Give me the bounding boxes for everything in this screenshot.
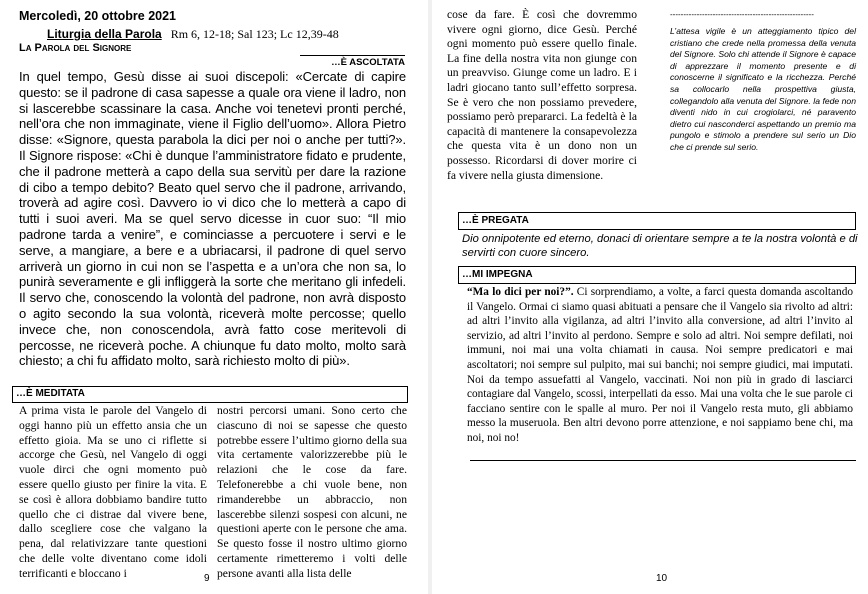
impegna-label: …MI IMPEGNA (462, 269, 533, 280)
reflection-quote: L’attesa vigile è un atteggiamento tipico del cristiano che crede nella promessa della venuta del Signore. Solo chi attende il Signore è capace di apprezzare il momento presente e di conoscerne il significato e la ricchezza. Perché sa collocarlo nella prospettiva giusta, collegandolo alla venuta del Signore. la fede non diventi nido in cui crogiolarci, né paravento dietro cui nasconderci aspettando un premio ma pungolo e stimolo a prendere sul serio un Dio che ci prende sul serio. (670, 26, 856, 152)
meditation-column-2: nostri percorsi umani. Sono certo che ciascuno di noi se sapesse che questo potrebbe essere l’ultimo giorno della sua vita certamente valorizzerebbe più le relazioni che le cose da fare. Telefonerebbe a chi vuole bene, non rimanderebbe un abbraccio, non lascerebbe silenzi sospesi con alcuni, ne questioni aperte con le persone che ama. Se questo fosse il nostro ultimo giorno certamente rimetteremo i volti delle persone avanti alla lista delle (217, 404, 407, 580)
commitment-body: Ci sorprendiamo, a volte, a farci questa domanda ascoltando il Vangelo. Ormai ci siamo quasi abituati a pensare che il Vangelo sia rivolto ad altri: ad altri l’invito alla vigilanza, ad altri l’invito alla conversione, ad altri l’invito al servizio, ad altri l’invito al perdono. Sempre e solo ad altri. Noi sempre defilati, noi immuni, noi mai una volta chiamati in causa. Noi sempre predicatori e mai ascoltatori; noi sempre sul pulpito, mai sui banchi; noi sempre giudici, mai imputati. Noi da tempo assuefatti al Vangelo, vaccinati. Noi non più in grado di lasciarci contagiare dal Vangelo, scossi, interpellati da esso. Mai una volta che le sue parole ci facciano sentire con le spalle al muro. Per noi il Vangelo resta muto, gli abbiamo messo la museruola. Ben altri devono porre attenzione, e noi sappiamo bene chi, ma noi, noi no! (467, 286, 853, 444)
commitment-question: “Ma lo dici per noi?”. (467, 286, 574, 298)
readings-refs: Rm 6, 12-18; Sal 123; Lc 12,39-48 (170, 27, 339, 41)
impegna-box (458, 266, 856, 284)
dashed-separator: ------------------------------------------------------ (670, 10, 814, 19)
meditation-column-1: A prima vista le parole del Vangelo di oggi hanno più un effetto ansia che un effetto gioia. Ma se uno ci riflette si accorge che Gesù, nel Vangelo di oggi vuole dirci che ogni momento può essere quello giusto per finire la vita. E se così è allora dobbiamo bandire tutto quello che ci distrae dal vivere bene, dallo scegliere cose che valgano la pena, dal relativizzare tante questioni che delle volte diventano come idoli terrificanti e bloccano i (19, 404, 207, 580)
meditation-continuation: cose da fare. È così che dovremmo vivere ogni giorno, dice Gesù. Perché ogni momento può essere quello finale. La fine della nostra vita non giunge con un preavviso. Giunge come un ladro. E i ladri giocano tanto sull’effetto sorpresa. Se è vero che non possiamo prevedere, possiamo però prepararci. La fedeltà è la capacità di mantenere la consapevolezza che questa vita è un dono non un possesso. Ricordarsi di dover morire ci fa vivere nella giusta dimensione. (447, 8, 637, 182)
bottom-rule (470, 460, 856, 461)
page-10 (432, 0, 868, 594)
prayer-text: Dio onnipotente ed eterno, donaci di orientare sempre a te la nostra volontà e di servirti con cuore sincero. (462, 233, 858, 260)
ascoltata-label: …È ASCOLTATA (300, 55, 405, 68)
commitment-text (467, 285, 853, 446)
meditata-box (12, 386, 408, 403)
liturgy-title: Liturgia della Parola (47, 27, 162, 41)
page-number-9: 9 (204, 573, 210, 584)
pregata-label: …È PREGATA (462, 215, 529, 226)
date-heading: Mercoledì, 20 ottobre 2021 (19, 9, 177, 23)
liturgy-header (47, 27, 339, 42)
page-number-10: 10 (656, 573, 668, 584)
pregata-box (458, 212, 856, 230)
page-9 (0, 0, 428, 594)
section-title: La Parola del Signore (19, 42, 132, 54)
meditata-label: …È MEDITATA (16, 388, 85, 399)
gospel-text: In quel tempo, Gesù disse ai suoi discepoli: «Cercate di capire questo: se il padrone di casa sapesse a quale ora viene il ladro, non si lascerebbe scassinare la casa. Anche voi tenetevi pronti perché, nell’ora che non immaginate, viene il Figlio dell’uomo». Allora Pietro disse: «Signore, questa parabola la dici per noi o anche per tutti?». Il Signore rispose: «Chi è dunque l’amministratore fidato e prudente, che il padrone metterà a capo della sua servitù per dare la razione di cibo a tempo debito? Beato quel servo che il padrone, arrivando, troverà ad agire così. Davvero io vi dico che lo metterà a capo di tutti i suoi averi. Ma se quel servo dicesse in cuor suo: “Il mio padrone tarda a venire”, e cominciasse a percuotere i servi e le serve, a mangiare, a bere e a ubriacarsi, il padrone di quel servo arriverà un giorno in cui non se l’aspetta e a un’ora che non sa, lo punirà severamente e gli infliggerà la sorte che meritano gli infedeli. Il servo che, conoscendo la volontà del padrone, non avrà disposto o agito secondo la sua volontà, riceverà molte percosse; quello invece che, non conoscendola, avrà fatto cose meritevoli di percosse, ne riceverà poche. A chiunque fu dato molto, molto sarà chiesto; a chi fu affidato molto, sarà richiesto molto di più». (19, 69, 406, 369)
